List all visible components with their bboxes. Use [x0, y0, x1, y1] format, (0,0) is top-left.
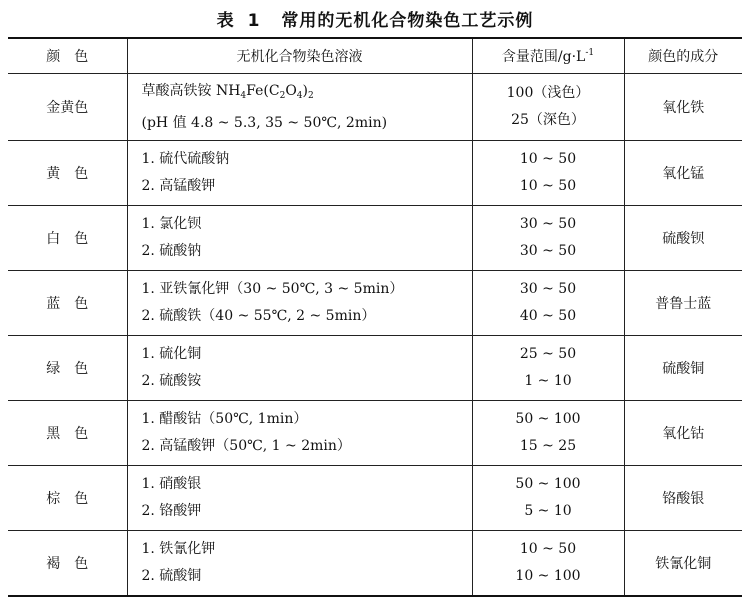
table-row [8, 531, 742, 597]
cell-amount [472, 271, 624, 336]
amount-line: 30 ~ 50 [519, 281, 577, 297]
formula-subscript: 4 [240, 90, 247, 101]
solution-line: 2. 硫酸铜 [141, 568, 202, 584]
table-title [0, 6, 750, 31]
cell-component: 铬酸银 [624, 466, 742, 531]
formula-part: Fe(C [246, 82, 280, 99]
amount-line: 10 ~ 50 [519, 541, 577, 557]
header-component: 颜色的成分 [624, 38, 742, 74]
cell-component: 氧化铁 [624, 74, 742, 141]
solution-line: 1. 醋酸钴（50℃, 1min） [141, 411, 308, 427]
cell-component: 铁氰化铜 [624, 531, 742, 597]
table-row [8, 271, 742, 336]
cell-color: 金黄色 [8, 74, 127, 141]
cell-component: 硫酸铜 [624, 336, 742, 401]
cell-solution [127, 531, 472, 597]
table-title-text: 常用的无机化合物染色工艺示例 [281, 11, 534, 31]
table-row [8, 141, 742, 206]
solution-line: 1. 硝酸银 [141, 476, 202, 492]
header-amount [472, 38, 624, 74]
cell-amount [472, 74, 624, 141]
table-row [8, 336, 742, 401]
solution-line: 1. 铁氰化钾 [141, 541, 216, 557]
header-color: 颜 色 [8, 38, 127, 74]
dye-process-table [8, 37, 742, 597]
solution-line: 1. 氯化钡 [141, 216, 202, 232]
solution-line: 2. 高锰酸钾 [141, 178, 216, 194]
amount-line: 10 ~ 100 [515, 568, 581, 584]
cell-amount [472, 141, 624, 206]
solution-line: 1. 亚铁氰化钾（30 ~ 50℃, 3 ~ 5min） [141, 281, 404, 297]
cell-color: 黄 色 [8, 141, 127, 206]
amount-line: 5 ~ 10 [524, 503, 572, 519]
cell-color: 褐 色 [8, 531, 127, 597]
cell-component: 硫酸钡 [624, 206, 742, 271]
solution-line: (pH 值 4.8 ~ 5.3, 35 ~ 50℃, 2min) [141, 114, 388, 131]
cell-color: 绿 色 [8, 336, 127, 401]
cell-solution [127, 466, 472, 531]
amount-line: 10 ~ 50 [519, 151, 577, 167]
cell-component: 氧化锰 [624, 141, 742, 206]
solution-line: 1. 硫化铜 [141, 346, 202, 362]
solution-line: 2. 硫酸铁（40 ~ 55℃, 2 ~ 5min） [141, 308, 376, 324]
amount-line: 1 ~ 10 [524, 373, 572, 389]
amount-line: 10 ~ 50 [519, 178, 577, 194]
solution-line: 2. 硫酸钠 [141, 243, 202, 259]
amount-line: 25 ~ 50 [519, 346, 577, 362]
cell-amount [472, 531, 624, 597]
cell-amount [472, 401, 624, 466]
cell-amount [472, 466, 624, 531]
amount-line: 40 ~ 50 [519, 308, 577, 324]
formula-part: O [285, 82, 297, 99]
amount-line: 30 ~ 50 [519, 216, 577, 232]
formula-subscript: 2 [308, 90, 314, 101]
table-row [8, 206, 742, 271]
formula-part: ) [302, 82, 308, 99]
cell-color: 黑 色 [8, 401, 127, 466]
cell-amount [472, 336, 624, 401]
formula-subscript: 2 [279, 90, 286, 101]
header-amount-text: 含量范围/g·L [501, 49, 586, 65]
table-header-row [8, 38, 742, 74]
formula-part: 草酸高铁铵 NH [141, 82, 241, 99]
cell-solution [127, 401, 472, 466]
cell-component: 普鲁士蓝 [624, 271, 742, 336]
cell-color: 棕 色 [8, 466, 127, 531]
table-row [8, 74, 742, 141]
amount-line: 50 ~ 100 [515, 476, 581, 492]
cell-solution [127, 141, 472, 206]
solution-line: 2. 高锰酸钾（50℃, 1 ~ 2min） [141, 438, 351, 454]
cell-solution [127, 206, 472, 271]
cell-component: 氧化钴 [624, 401, 742, 466]
formula-subscript: 4 [296, 90, 303, 101]
table-title-prefix: 表 [216, 11, 235, 31]
table-row [8, 466, 742, 531]
header-amount-exponent: -1 [585, 48, 595, 58]
solution-line: 2. 铬酸钾 [141, 503, 202, 519]
cell-solution [127, 74, 472, 141]
solution-line: 2. 硫酸铵 [141, 373, 202, 389]
solution-line: 1. 硫代硫酸钠 [141, 151, 230, 167]
cell-amount [472, 206, 624, 271]
amount-line: 25（深色） [511, 112, 585, 128]
cell-solution [127, 271, 472, 336]
amount-line: 30 ~ 50 [519, 243, 577, 259]
amount-line: 50 ~ 100 [515, 411, 581, 427]
cell-color: 蓝 色 [8, 271, 127, 336]
solution-line [142, 78, 472, 110]
amount-line: 15 ~ 25 [519, 438, 577, 454]
amount-line: 100（浅色） [506, 85, 590, 101]
table-row [8, 401, 742, 466]
header-solution: 无机化合物染色溶液 [127, 38, 472, 74]
table-title-number: 1 [247, 11, 261, 31]
cell-solution [127, 336, 472, 401]
cell-color: 白 色 [8, 206, 127, 271]
